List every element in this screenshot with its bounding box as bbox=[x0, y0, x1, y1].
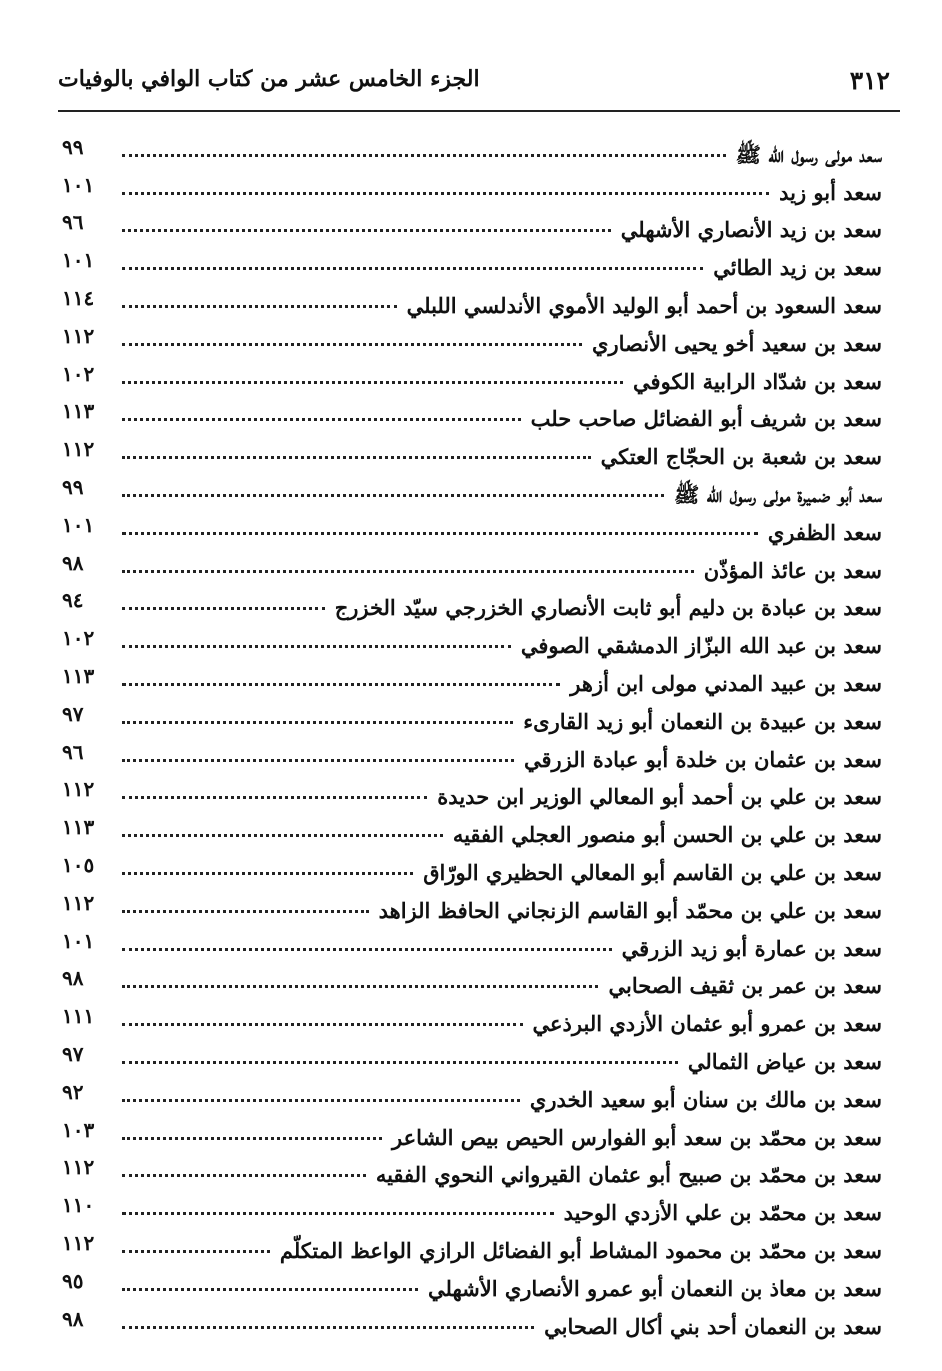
entry-page-number: ١٠١ bbox=[62, 512, 95, 537]
entry-name: سعد بن شعبة بن الحجّاج العتكي bbox=[600, 444, 882, 470]
entry-page-number: ١١٢ bbox=[62, 777, 95, 802]
dot-leader bbox=[122, 1250, 270, 1253]
entry-page-number: ٩٥ bbox=[62, 1268, 84, 1293]
entry-page-number: ٩٤ bbox=[62, 588, 84, 613]
entry-name: سعد أبو ضميرة مولى رسول الله ﷺ bbox=[673, 481, 882, 507]
entry-page-number: ١٠٣ bbox=[62, 1117, 95, 1142]
index-entry bbox=[62, 208, 882, 246]
index-entry bbox=[62, 586, 882, 624]
index-entry bbox=[62, 737, 882, 775]
index-entry bbox=[62, 1266, 882, 1304]
index-entry bbox=[62, 434, 882, 472]
entry-name: سعد بن محمّد بن محمود المشاط أبو الفضائل الرازي الواعظ المتكلّم bbox=[279, 1237, 882, 1263]
index-entry bbox=[62, 1304, 882, 1342]
entry-name: سعد بن عبيدة بن النعمان أبو زيد القارىء bbox=[523, 708, 882, 734]
entry-page-number: ١٠١ bbox=[62, 172, 95, 197]
index-entry bbox=[62, 812, 882, 850]
index-entry bbox=[62, 926, 882, 964]
entry-page-number: ٩٦ bbox=[62, 210, 84, 235]
entry-name: سعد بن زيد الأنصاري الأشهلي bbox=[620, 217, 882, 243]
index-entry bbox=[62, 170, 882, 208]
entry-name: سعد بن عبيد المدني مولى ابن أزهر bbox=[570, 670, 882, 696]
index-entry bbox=[62, 472, 882, 510]
entry-page-number: ٩٢ bbox=[62, 1079, 84, 1104]
entry-name: سعد بن عمرو أبو عثمان الأزدي البرذعي bbox=[532, 1011, 882, 1037]
entry-page-number: ٩٩ bbox=[62, 134, 84, 159]
dot-leader bbox=[122, 759, 514, 762]
entry-name: سعد بن محمّد بن علي الأزدي الوحيد bbox=[563, 1200, 882, 1226]
dot-leader bbox=[122, 343, 582, 346]
entry-page-number: ١١٣ bbox=[62, 663, 95, 688]
entry-page-number: ١٠٢ bbox=[62, 626, 95, 651]
dot-leader bbox=[122, 154, 726, 157]
entry-name: سعد بن عمر بن ثقيف الصحابي bbox=[608, 973, 882, 999]
running-head: الجزء الخامس عشر من كتاب الوافي بالوفيات bbox=[58, 66, 480, 92]
dot-leader bbox=[122, 1137, 382, 1140]
page-number: ٣١٢ bbox=[849, 66, 890, 95]
entry-page-number: ١١٠ bbox=[62, 1193, 95, 1218]
dot-leader bbox=[122, 645, 511, 648]
entry-page-number: ٩٧ bbox=[62, 701, 84, 726]
entry-page-number: ١٠٢ bbox=[62, 361, 95, 386]
dot-leader bbox=[122, 607, 325, 610]
entry-page-number: ١١٤ bbox=[62, 285, 95, 310]
dot-leader bbox=[122, 570, 694, 573]
header-rule bbox=[58, 110, 900, 112]
entry-name: سعد بن محمّد بن سعد أبو الفوارس الحيص بيص الشاعر bbox=[391, 1124, 882, 1150]
entry-name: سعد أبو زيد bbox=[779, 179, 882, 205]
index-entry bbox=[62, 510, 882, 548]
index-entry bbox=[62, 850, 882, 888]
dot-leader bbox=[122, 796, 427, 799]
dot-leader bbox=[122, 494, 664, 497]
entry-page-number: ١٠٥ bbox=[62, 852, 95, 877]
index-entry bbox=[62, 888, 882, 926]
dot-leader bbox=[122, 267, 703, 270]
dot-leader bbox=[122, 948, 612, 951]
entry-name: سعد الظفري bbox=[767, 519, 882, 545]
index-entry bbox=[62, 397, 882, 435]
dot-leader bbox=[122, 1099, 520, 1102]
entry-page-number: ١٠١ bbox=[62, 248, 95, 273]
entry-page-number: ١١١ bbox=[62, 1004, 95, 1029]
index-entry bbox=[62, 775, 882, 813]
dot-leader bbox=[122, 1288, 418, 1291]
dot-leader bbox=[122, 872, 413, 875]
index-entry bbox=[62, 623, 882, 661]
dot-leader bbox=[122, 418, 521, 421]
dot-leader bbox=[122, 834, 443, 837]
entry-page-number: ١١٢ bbox=[62, 437, 95, 462]
entry-name: سعد بن مالك بن سنان أبو سعيد الخدري bbox=[529, 1086, 882, 1112]
index-entry bbox=[62, 132, 882, 170]
dot-leader bbox=[122, 1212, 554, 1215]
entry-name: سعد بن عائذ المؤذّن bbox=[703, 557, 882, 583]
dot-leader bbox=[122, 721, 513, 724]
entry-name: سعد بن عمارة أبو زيد الزرقي bbox=[621, 935, 882, 961]
index-entry bbox=[62, 1039, 882, 1077]
entry-name: سعد مولى رسول الله ﷺ bbox=[735, 141, 882, 167]
dot-leader bbox=[122, 192, 769, 195]
entry-name: سعد بن علي بن القاسم أبو المعالي الحظيري الورّاق bbox=[423, 859, 882, 885]
entry-name: سعد بن عياض الثمالي bbox=[687, 1048, 882, 1074]
entry-page-number: ١١٣ bbox=[62, 399, 95, 424]
index-entry bbox=[62, 1190, 882, 1228]
index-entry bbox=[62, 1077, 882, 1115]
entry-name: سعد بن علي بن الحسن أبو منصور العجلي الفقيه bbox=[452, 822, 882, 848]
entry-page-number: ٩٨ bbox=[62, 966, 84, 991]
index-entry bbox=[62, 699, 882, 737]
entry-page-number: ١١٢ bbox=[62, 1230, 95, 1255]
dot-leader bbox=[122, 683, 560, 686]
page-header bbox=[58, 62, 898, 106]
dot-leader bbox=[122, 910, 369, 913]
entry-name: سعد بن عثمان بن خلدة أبو عبادة الزرقي bbox=[523, 746, 882, 772]
index-entry bbox=[62, 283, 882, 321]
dot-leader bbox=[122, 456, 591, 459]
dot-leader bbox=[122, 1061, 678, 1064]
entry-page-number: ٩٦ bbox=[62, 739, 84, 764]
dot-leader bbox=[122, 381, 623, 384]
entry-name: سعد بن شريف أبو الفضائل صاحب حلب bbox=[530, 406, 882, 432]
entry-name: سعد بن سعيد أخو يحيى الأنصاري bbox=[592, 330, 882, 356]
entry-page-number: ٩٨ bbox=[62, 550, 84, 575]
index-entry bbox=[62, 964, 882, 1002]
dot-leader bbox=[122, 1174, 366, 1177]
index-entry bbox=[62, 661, 882, 699]
entry-name: سعد بن عبادة بن دليم أبو ثابت الأنصاري الخزرجي سيّد الخزرج bbox=[334, 595, 882, 621]
index-entry bbox=[62, 321, 882, 359]
index-entry bbox=[62, 1153, 882, 1191]
index-entry bbox=[62, 1001, 882, 1039]
entry-page-number: ٩٧ bbox=[62, 1041, 84, 1066]
index-entry bbox=[62, 359, 882, 397]
dot-leader bbox=[122, 1023, 523, 1026]
dot-leader bbox=[122, 305, 397, 308]
entry-name: سعد بن شدّاد الرابية الكوفي bbox=[633, 368, 882, 394]
dot-leader bbox=[122, 532, 758, 535]
dot-leader bbox=[122, 985, 598, 988]
entry-name: سعد بن عبد الله البزّاز الدمشقي الصوفي bbox=[520, 633, 882, 659]
entry-name: سعد بن النعمان أحد بني أكال الصحابي bbox=[544, 1313, 882, 1339]
entry-page-number: ٩٩ bbox=[62, 474, 84, 499]
entry-name: سعد السعود بن أحمد أبو الوليد الأموي الأندلسي اللبلي bbox=[406, 292, 882, 318]
index-entry bbox=[62, 548, 882, 586]
index-entry bbox=[62, 1115, 882, 1153]
entry-name: سعد بن معاذ بن النعمان أبو عمرو الأنصاري الأشهلي bbox=[427, 1275, 882, 1301]
index-entry bbox=[62, 245, 882, 283]
entry-page-number: ١١٢ bbox=[62, 1155, 95, 1180]
entry-page-number: ١١٢ bbox=[62, 890, 95, 915]
entry-name: سعد بن زيد الطائي bbox=[713, 255, 882, 281]
index-entry bbox=[62, 1228, 882, 1266]
entry-page-number: ١٠١ bbox=[62, 928, 95, 953]
entry-name: سعد بن علي بن محمّد أبو القاسم الزنجاني الحافظ الزاهد bbox=[378, 897, 882, 923]
entry-name: سعد بن محمّد بن صبيح أبو عثمان القيرواني النحوي الفقيه bbox=[375, 1162, 882, 1188]
index-list bbox=[62, 132, 882, 1342]
entry-page-number: ١١٣ bbox=[62, 815, 95, 840]
entry-page-number: ٩٨ bbox=[62, 1306, 84, 1331]
entry-page-number: ١١٢ bbox=[62, 323, 95, 348]
entry-name: سعد بن علي بن أحمد أبو المعالي الوزير ابن حديدة bbox=[437, 784, 882, 810]
dot-leader bbox=[122, 229, 611, 232]
dot-leader bbox=[122, 1326, 534, 1329]
